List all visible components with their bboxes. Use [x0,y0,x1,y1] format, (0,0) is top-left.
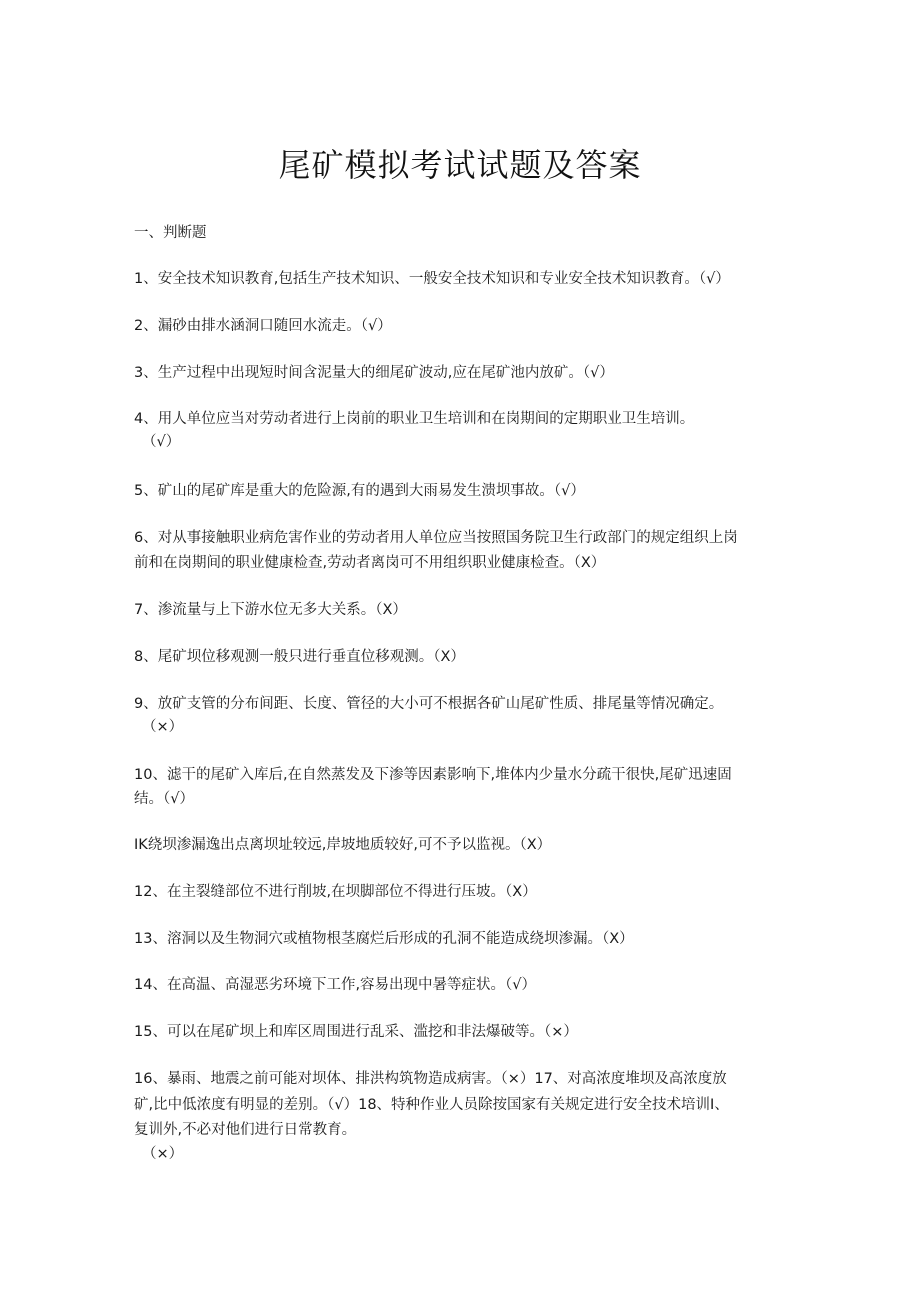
question-line: 前和在岗期间的职业健康检查,劳动者离岗可不用组织职业健康检查。（X） [134,555,606,571]
question-line: 矿,比中低浓度有明显的差别。（√）18、特种作业人员除按国家有关规定进行安全技术培训I、 [134,1097,729,1113]
question-line: 15、可以在尾矿坝上和库区周围进行乱采、滥挖和非法爆破等。（×） [134,1024,578,1040]
question-line: 6、对从事接触职业病危害作业的劳动者用人单位应当按照国务院卫生行政部门的规定组织上岗 [134,530,738,546]
question-line: 2、漏砂由排水涵洞口随回水流走。（√） [134,318,392,334]
question-line: （×） [142,719,184,735]
question-line: 4、用人单位应当对劳动者进行上岗前的职业卫生培训和在岗期间的定期职业卫生培训。 [134,411,695,427]
question-line: 10、滤干的尾矿入库后,在自然蒸发及下渗等因素影响下,堆体内少量水分疏干很快,尾矿迅速固 [134,767,732,783]
question-line: 3、生产过程中出现短时间含泥量大的细尾矿波动,应在尾矿池内放矿。（√） [134,365,614,381]
question-line: 9、放矿支管的分布间距、长度、管径的大小可不根据各矿山尾矿性质、排尾量等情况确定。 [134,696,724,712]
question-line: 14、在高温、高湿恶劣环境下工作,容易出现中暑等症状。（√） [134,977,537,993]
question-line: IK绕坝渗漏逸出点离坝址较远,岸坡地质较好,可不予以监视。（X） [134,837,552,853]
question-line: 12、在主裂缝部位不进行削坡,在坝脚部位不得进行压坡。（X） [134,884,537,900]
question-line: 7、渗流量与上下游水位无多大关系。（X） [134,602,407,618]
question-line: 13、溶洞以及生物洞穴或植物根茎腐烂后形成的孔洞不能造成绕坝渗漏。（X） [134,931,634,947]
question-line: （√） [142,434,181,450]
question-line: 结。（√） [134,791,194,807]
question-line: （×） [142,1146,184,1162]
question-line: 5、矿山的尾矿库是重大的危险源,有的遇到大雨易发生溃坝事故。（√） [134,483,585,499]
question-line: 8、尾矿坝位移观测一般只进行垂直位移观测。（X） [134,649,465,665]
section-heading: 一、判断题 [134,225,207,241]
question-line: 16、暴雨、地震之前可能对坝体、排洪构筑物造成病害。（×）17、对高浓度堆坝及高浓度放 [134,1071,727,1087]
question-line: 复训外,不必对他们进行日常教育。 [134,1122,357,1138]
document-title: 尾矿模拟考试试题及答案 [278,146,642,184]
question-line: 1、安全技术知识教育,包括生产技术知识、一般安全技术知识和专业安全技术知识教育。（√） [134,271,730,287]
